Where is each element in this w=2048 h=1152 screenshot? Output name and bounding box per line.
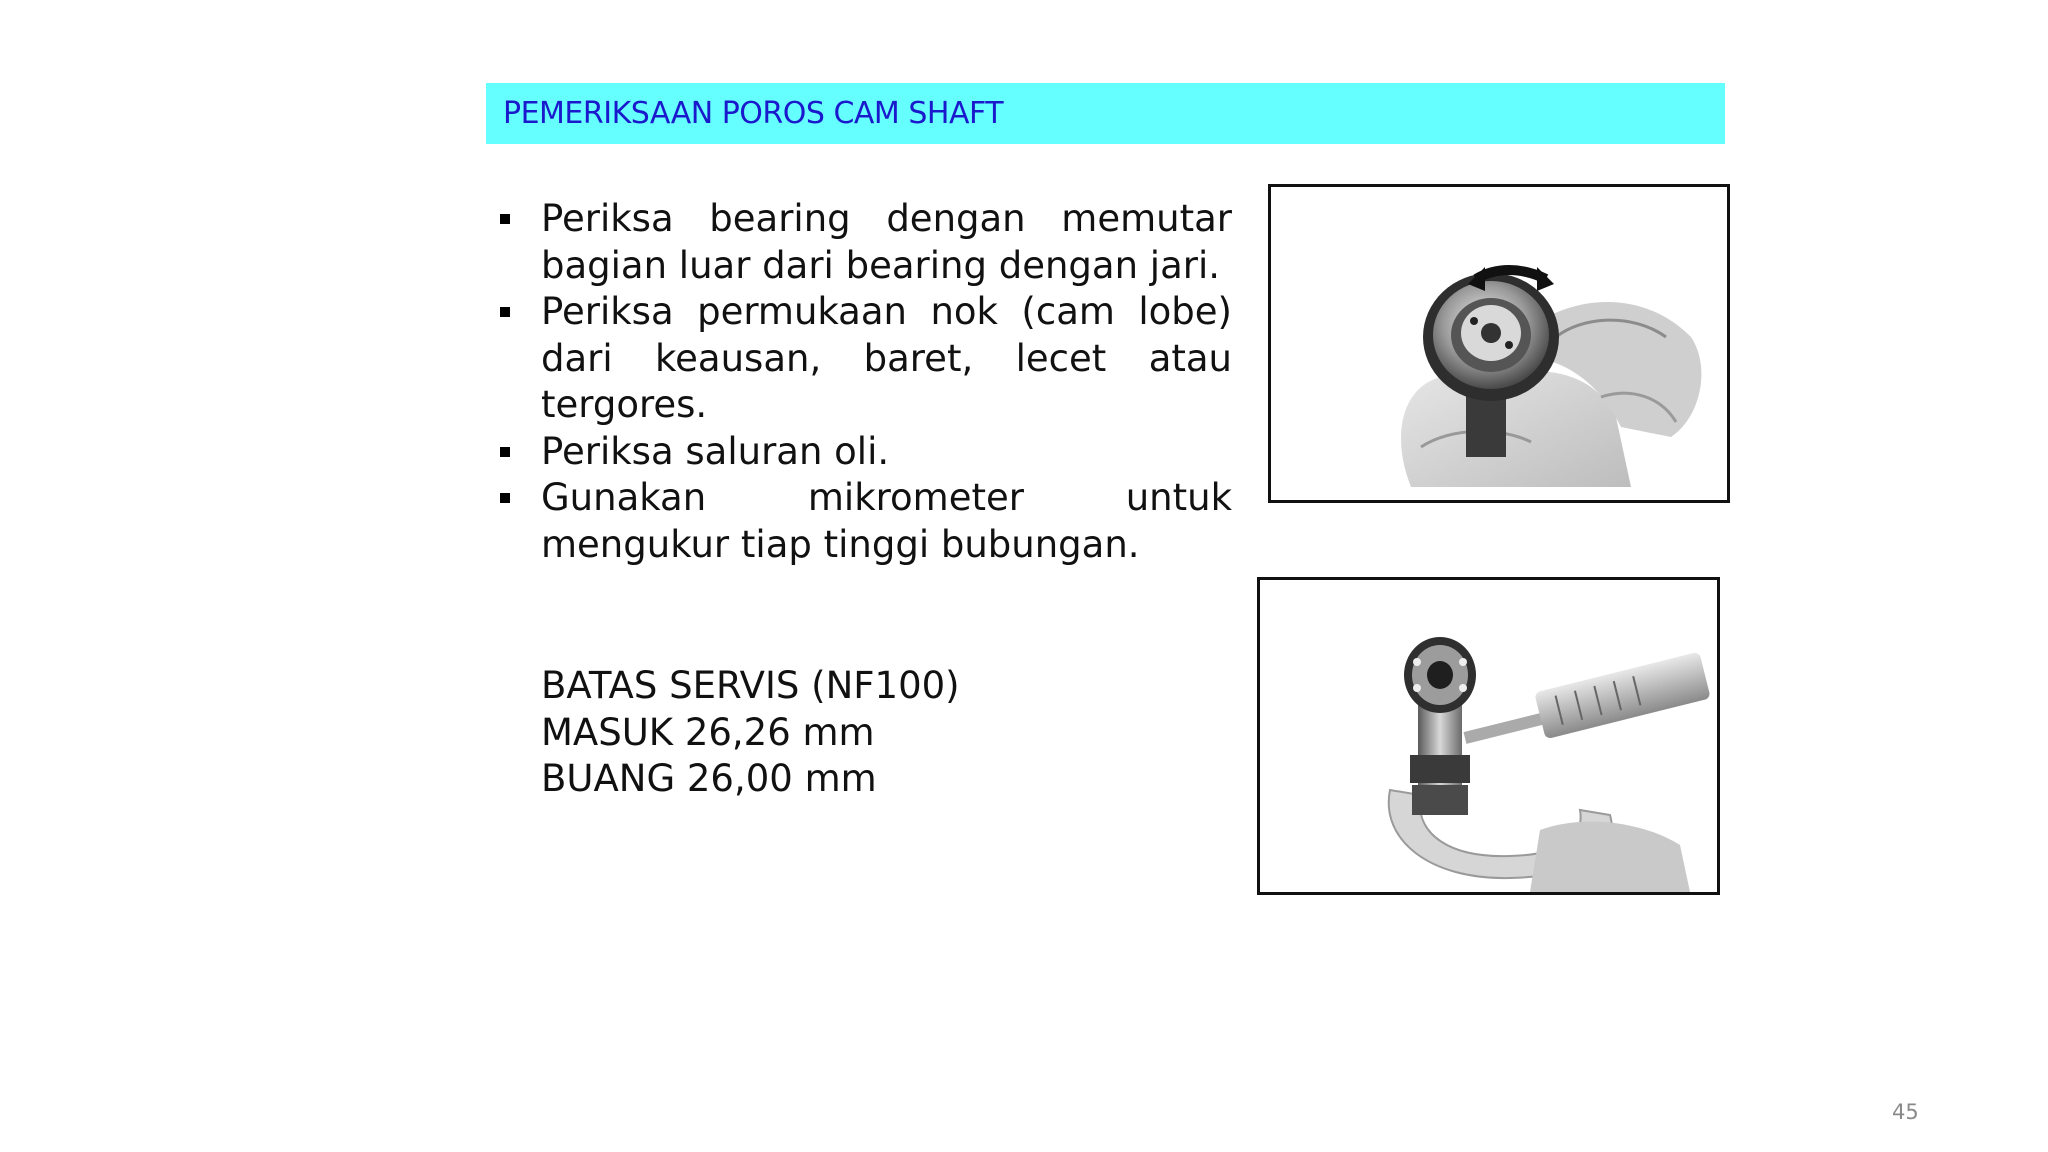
page-number: 45 xyxy=(1892,1100,1919,1124)
square-bullet-icon xyxy=(500,307,510,317)
bullet-item xyxy=(497,475,1232,568)
exhaust-limit: BUANG 26,00 mm xyxy=(541,757,877,800)
bullet-item xyxy=(497,289,1232,429)
square-bullet-icon xyxy=(500,214,510,224)
square-bullet-icon xyxy=(500,493,510,503)
bearing-rotation-photo xyxy=(1268,184,1730,503)
bullet-item xyxy=(497,196,1232,289)
hand-rotating-bearing-photo xyxy=(1271,187,1727,500)
intake-limit: MASUK 26,26 mm xyxy=(541,710,875,754)
title-bar xyxy=(486,83,1725,144)
service-limit-block xyxy=(541,663,960,803)
micrometer-on-camshaft-photo xyxy=(1260,580,1717,892)
square-bullet-icon xyxy=(500,447,510,457)
bullet-text: Periksa saluran oli. xyxy=(541,429,890,473)
bullet-item xyxy=(497,429,1232,476)
micrometer-measurement-photo xyxy=(1257,577,1720,895)
bullet-text: Periksa bearing dengan memutar bagian luar dari bearing dengan jari. xyxy=(541,197,1232,287)
slide-title: PEMERIKSAAN POROS CAM SHAFT xyxy=(503,96,1004,131)
bullet-text: Periksa permukaan nok (cam lobe) dari keausan, baret, lecet atau tergores. xyxy=(541,290,1232,426)
service-limit-heading: BATAS SERVIS (NF100) xyxy=(541,664,960,707)
bullet-list xyxy=(497,196,1232,568)
bullet-text: Gunakan mikrometer untuk mengukur tiap tinggi bubungan. xyxy=(541,476,1232,566)
